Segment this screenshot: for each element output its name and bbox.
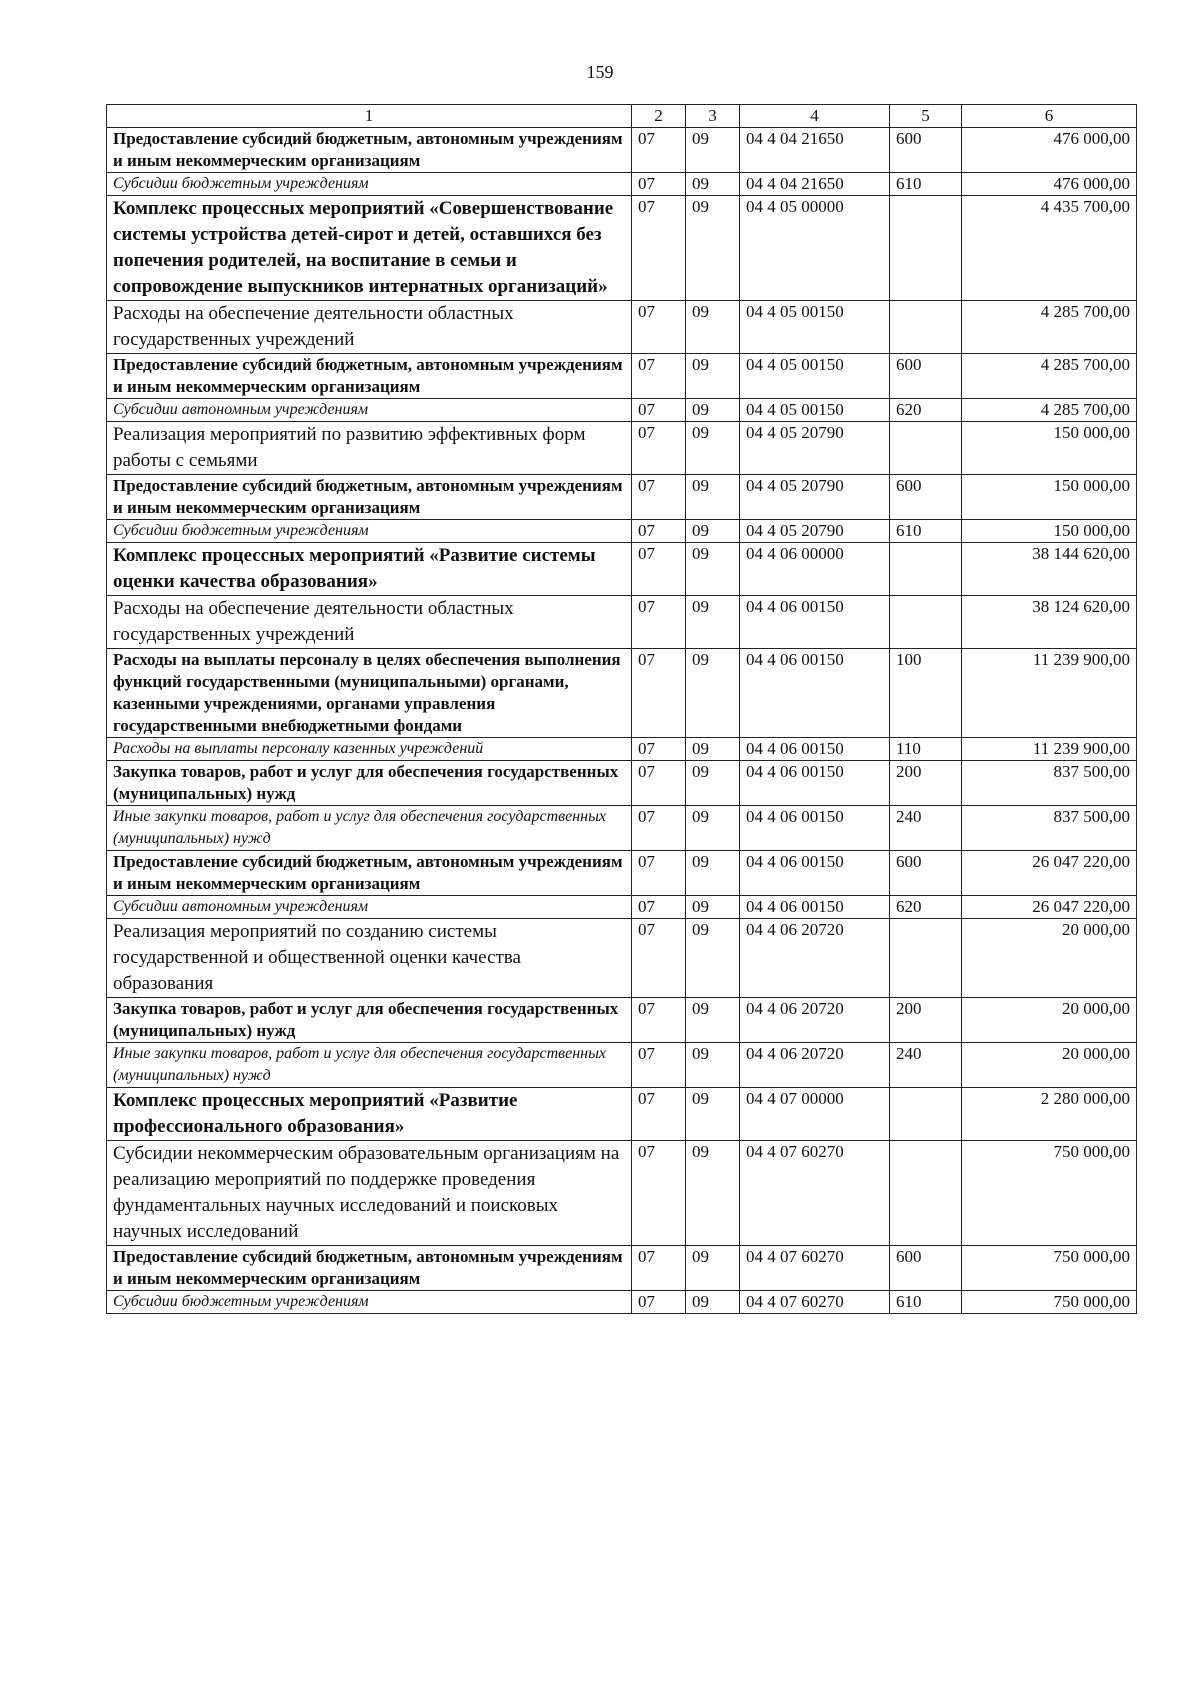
expense-type-cell: 600 [890,1246,962,1291]
table-row [107,851,1137,896]
row-name-cell: Иные закупки товаров, работ и услуг для обеспечения государственных (муниципальных) нужд [107,806,632,851]
expense-type-cell: 610 [890,173,962,196]
row-name-cell: Расходы на обеспечение деятельности областных государственных учреждений [107,301,632,354]
target-article-cell: 04 4 06 00150 [740,806,890,851]
column-number: 6 [962,105,1137,128]
table-row [107,896,1137,919]
target-article-cell: 04 4 04 21650 [740,128,890,173]
table-row [107,354,1137,399]
row-name-cell: Субсидии бюджетным учреждениям [107,520,632,543]
target-article-cell: 04 4 06 20720 [740,998,890,1043]
expense-type-cell: 610 [890,520,962,543]
section-code-cell: 07 [632,520,686,543]
target-article-cell: 04 4 05 20790 [740,520,890,543]
expense-type-cell [890,1141,962,1246]
amount-cell: 150 000,00 [962,520,1137,543]
expense-type-cell: 600 [890,128,962,173]
amount-cell: 4 435 700,00 [962,196,1137,301]
table-row [107,919,1137,998]
column-number: 2 [632,105,686,128]
row-name-cell: Закупка товаров, работ и услуг для обеспечения государственных (муниципальных) нужд [107,998,632,1043]
table-row [107,596,1137,649]
section-code-cell: 07 [632,998,686,1043]
amount-cell: 38 124 620,00 [962,596,1137,649]
subsection-code-cell: 09 [686,806,740,851]
amount-cell: 837 500,00 [962,761,1137,806]
table-row [107,543,1137,596]
amount-cell: 4 285 700,00 [962,354,1137,399]
table-row [107,1246,1137,1291]
section-code-cell: 07 [632,1088,686,1141]
amount-cell: 150 000,00 [962,475,1137,520]
target-article-cell: 04 4 06 20720 [740,1043,890,1088]
table-row [107,649,1137,738]
target-article-cell: 04 4 05 20790 [740,475,890,520]
subsection-code-cell: 09 [686,196,740,301]
subsection-code-cell: 09 [686,301,740,354]
subsection-code-cell: 09 [686,399,740,422]
subsection-code-cell: 09 [686,1043,740,1088]
target-article-cell: 04 4 05 00150 [740,354,890,399]
subsection-code-cell: 09 [686,128,740,173]
row-name-cell: Реализация мероприятий по созданию системы государственной и общественной оценки качества образования [107,919,632,998]
target-article-cell: 04 4 07 60270 [740,1291,890,1314]
table-row [107,196,1137,301]
table-row [107,1043,1137,1088]
expense-type-cell: 620 [890,399,962,422]
table-row [107,1088,1137,1141]
section-code-cell: 07 [632,128,686,173]
row-name-cell: Расходы на выплаты персоналу в целях обеспечения выполнения функций государственными (муниципальными) органами, казенными учреждениями, органами управления государственными внебюджетными фондами [107,649,632,738]
target-article-cell: 04 4 05 20790 [740,422,890,475]
row-name-cell: Реализация мероприятий по развитию эффективных форм работы с семьями [107,422,632,475]
subsection-code-cell: 09 [686,998,740,1043]
row-name-cell: Предоставление субсидий бюджетным, автономным учреждениям и иным некоммерческим организациям [107,851,632,896]
section-code-cell: 07 [632,761,686,806]
section-code-cell: 07 [632,354,686,399]
row-name-cell: Субсидии автономным учреждениям [107,399,632,422]
section-code-cell: 07 [632,896,686,919]
subsection-code-cell: 09 [686,919,740,998]
table-row [107,475,1137,520]
expense-type-cell: 100 [890,649,962,738]
subsection-code-cell: 09 [686,1088,740,1141]
expense-type-cell [890,196,962,301]
row-name-cell: Предоставление субсидий бюджетным, автономным учреждениям и иным некоммерческим организациям [107,475,632,520]
target-article-cell: 04 4 06 00000 [740,543,890,596]
row-name-cell: Комплекс процессных мероприятий «Совершенствование системы устройства детей-сирот и детей, оставшихся без попечения родителей, на воспитание в семьи и сопровождение выпускников интернатных организаций» [107,196,632,301]
table-row [107,422,1137,475]
expense-type-cell: 600 [890,475,962,520]
row-name-cell: Субсидии некоммерческим образовательным организациям на реализацию мероприятий по поддержке проведения фундаментальных научных исследований и поисковых научных исследований [107,1141,632,1246]
row-name-cell: Субсидии бюджетным учреждениям [107,1291,632,1314]
expense-type-cell [890,1088,962,1141]
section-code-cell: 07 [632,173,686,196]
target-article-cell: 04 4 07 60270 [740,1246,890,1291]
row-name-cell: Предоставление субсидий бюджетным, автономным учреждениям и иным некоммерческим организациям [107,1246,632,1291]
amount-cell: 38 144 620,00 [962,543,1137,596]
expense-type-cell: 200 [890,761,962,806]
expense-type-cell: 200 [890,998,962,1043]
page-number: 159 [586,62,614,82]
expense-type-cell [890,543,962,596]
subsection-code-cell: 09 [686,354,740,399]
table-row [107,738,1137,761]
column-number: 5 [890,105,962,128]
amount-cell: 4 285 700,00 [962,301,1137,354]
amount-cell: 837 500,00 [962,806,1137,851]
target-article-cell: 04 4 06 00150 [740,738,890,761]
expense-type-cell [890,301,962,354]
subsection-code-cell: 09 [686,422,740,475]
expense-type-cell: 610 [890,1291,962,1314]
table-row [107,301,1137,354]
subsection-code-cell: 09 [686,1291,740,1314]
section-code-cell: 07 [632,851,686,896]
row-name-cell: Комплекс процессных мероприятий «Развитие профессионального образования» [107,1088,632,1141]
column-number: 3 [686,105,740,128]
subsection-code-cell: 09 [686,475,740,520]
row-name-cell: Субсидии автономным учреждениям [107,896,632,919]
table-row [107,520,1137,543]
expense-type-cell: 600 [890,354,962,399]
subsection-code-cell: 09 [686,596,740,649]
expense-type-cell [890,422,962,475]
target-article-cell: 04 4 07 00000 [740,1088,890,1141]
target-article-cell: 04 4 05 00000 [740,196,890,301]
subsection-code-cell: 09 [686,761,740,806]
row-name-cell: Расходы на выплаты персоналу казенных учреждений [107,738,632,761]
section-code-cell: 07 [632,596,686,649]
section-code-cell: 07 [632,919,686,998]
table-row [107,806,1137,851]
target-article-cell: 04 4 07 60270 [740,1141,890,1246]
section-code-cell: 07 [632,649,686,738]
target-article-cell: 04 4 05 00150 [740,301,890,354]
section-code-cell: 07 [632,738,686,761]
row-name-cell: Иные закупки товаров, работ и услуг для обеспечения государственных (муниципальных) нужд [107,1043,632,1088]
amount-cell: 26 047 220,00 [962,896,1137,919]
row-name-cell: Предоставление субсидий бюджетным, автономным учреждениям и иным некоммерческим организациям [107,128,632,173]
amount-cell: 750 000,00 [962,1141,1137,1246]
section-code-cell: 07 [632,475,686,520]
table-row [107,1141,1137,1246]
target-article-cell: 04 4 05 00150 [740,399,890,422]
expense-type-cell [890,596,962,649]
target-article-cell: 04 4 06 00150 [740,596,890,649]
subsection-code-cell: 09 [686,543,740,596]
row-name-cell: Предоставление субсидий бюджетным, автономным учреждениям и иным некоммерческим организациям [107,354,632,399]
target-article-cell: 04 4 04 21650 [740,173,890,196]
amount-cell: 4 285 700,00 [962,399,1137,422]
subsection-code-cell: 09 [686,738,740,761]
expense-type-cell: 110 [890,738,962,761]
amount-cell: 476 000,00 [962,173,1137,196]
table-row [107,128,1137,173]
subsection-code-cell: 09 [686,1246,740,1291]
expense-type-cell [890,919,962,998]
subsection-code-cell: 09 [686,173,740,196]
expense-type-cell: 240 [890,1043,962,1088]
table-row [107,998,1137,1043]
section-code-cell: 07 [632,422,686,475]
target-article-cell: 04 4 06 00150 [740,896,890,919]
target-article-cell: 04 4 06 00150 [740,851,890,896]
target-article-cell: 04 4 06 00150 [740,649,890,738]
table-row [107,173,1137,196]
target-article-cell: 04 4 06 00150 [740,761,890,806]
subsection-code-cell: 09 [686,851,740,896]
section-code-cell: 07 [632,301,686,354]
amount-cell: 750 000,00 [962,1246,1137,1291]
section-code-cell: 07 [632,399,686,422]
section-code-cell: 07 [632,806,686,851]
subsection-code-cell: 09 [686,896,740,919]
amount-cell: 26 047 220,00 [962,851,1137,896]
table-row [107,399,1137,422]
amount-cell: 11 239 900,00 [962,649,1137,738]
column-number-row [107,105,1137,128]
subsection-code-cell: 09 [686,1141,740,1246]
amount-cell: 2 280 000,00 [962,1088,1137,1141]
amount-cell: 20 000,00 [962,919,1137,998]
subsection-code-cell: 09 [686,520,740,543]
table-row [107,761,1137,806]
section-code-cell: 07 [632,1291,686,1314]
row-name-cell: Субсидии бюджетным учреждениям [107,173,632,196]
section-code-cell: 07 [632,1043,686,1088]
section-code-cell: 07 [632,1141,686,1246]
section-code-cell: 07 [632,1246,686,1291]
amount-cell: 150 000,00 [962,422,1137,475]
subsection-code-cell: 09 [686,649,740,738]
amount-cell: 20 000,00 [962,998,1137,1043]
amount-cell: 750 000,00 [962,1291,1137,1314]
expense-type-cell: 240 [890,806,962,851]
row-name-cell: Комплекс процессных мероприятий «Развитие системы оценки качества образования» [107,543,632,596]
expense-type-cell: 600 [890,851,962,896]
column-number: 4 [740,105,890,128]
expense-type-cell: 620 [890,896,962,919]
row-name-cell: Расходы на обеспечение деятельности областных государственных учреждений [107,596,632,649]
amount-cell: 476 000,00 [962,128,1137,173]
section-code-cell: 07 [632,543,686,596]
table-row [107,1291,1137,1314]
section-code-cell: 07 [632,196,686,301]
amount-cell: 20 000,00 [962,1043,1137,1088]
target-article-cell: 04 4 06 20720 [740,919,890,998]
column-number: 1 [107,105,632,128]
budget-table [106,104,1137,1314]
row-name-cell: Закупка товаров, работ и услуг для обеспечения государственных (муниципальных) нужд [107,761,632,806]
amount-cell: 11 239 900,00 [962,738,1137,761]
